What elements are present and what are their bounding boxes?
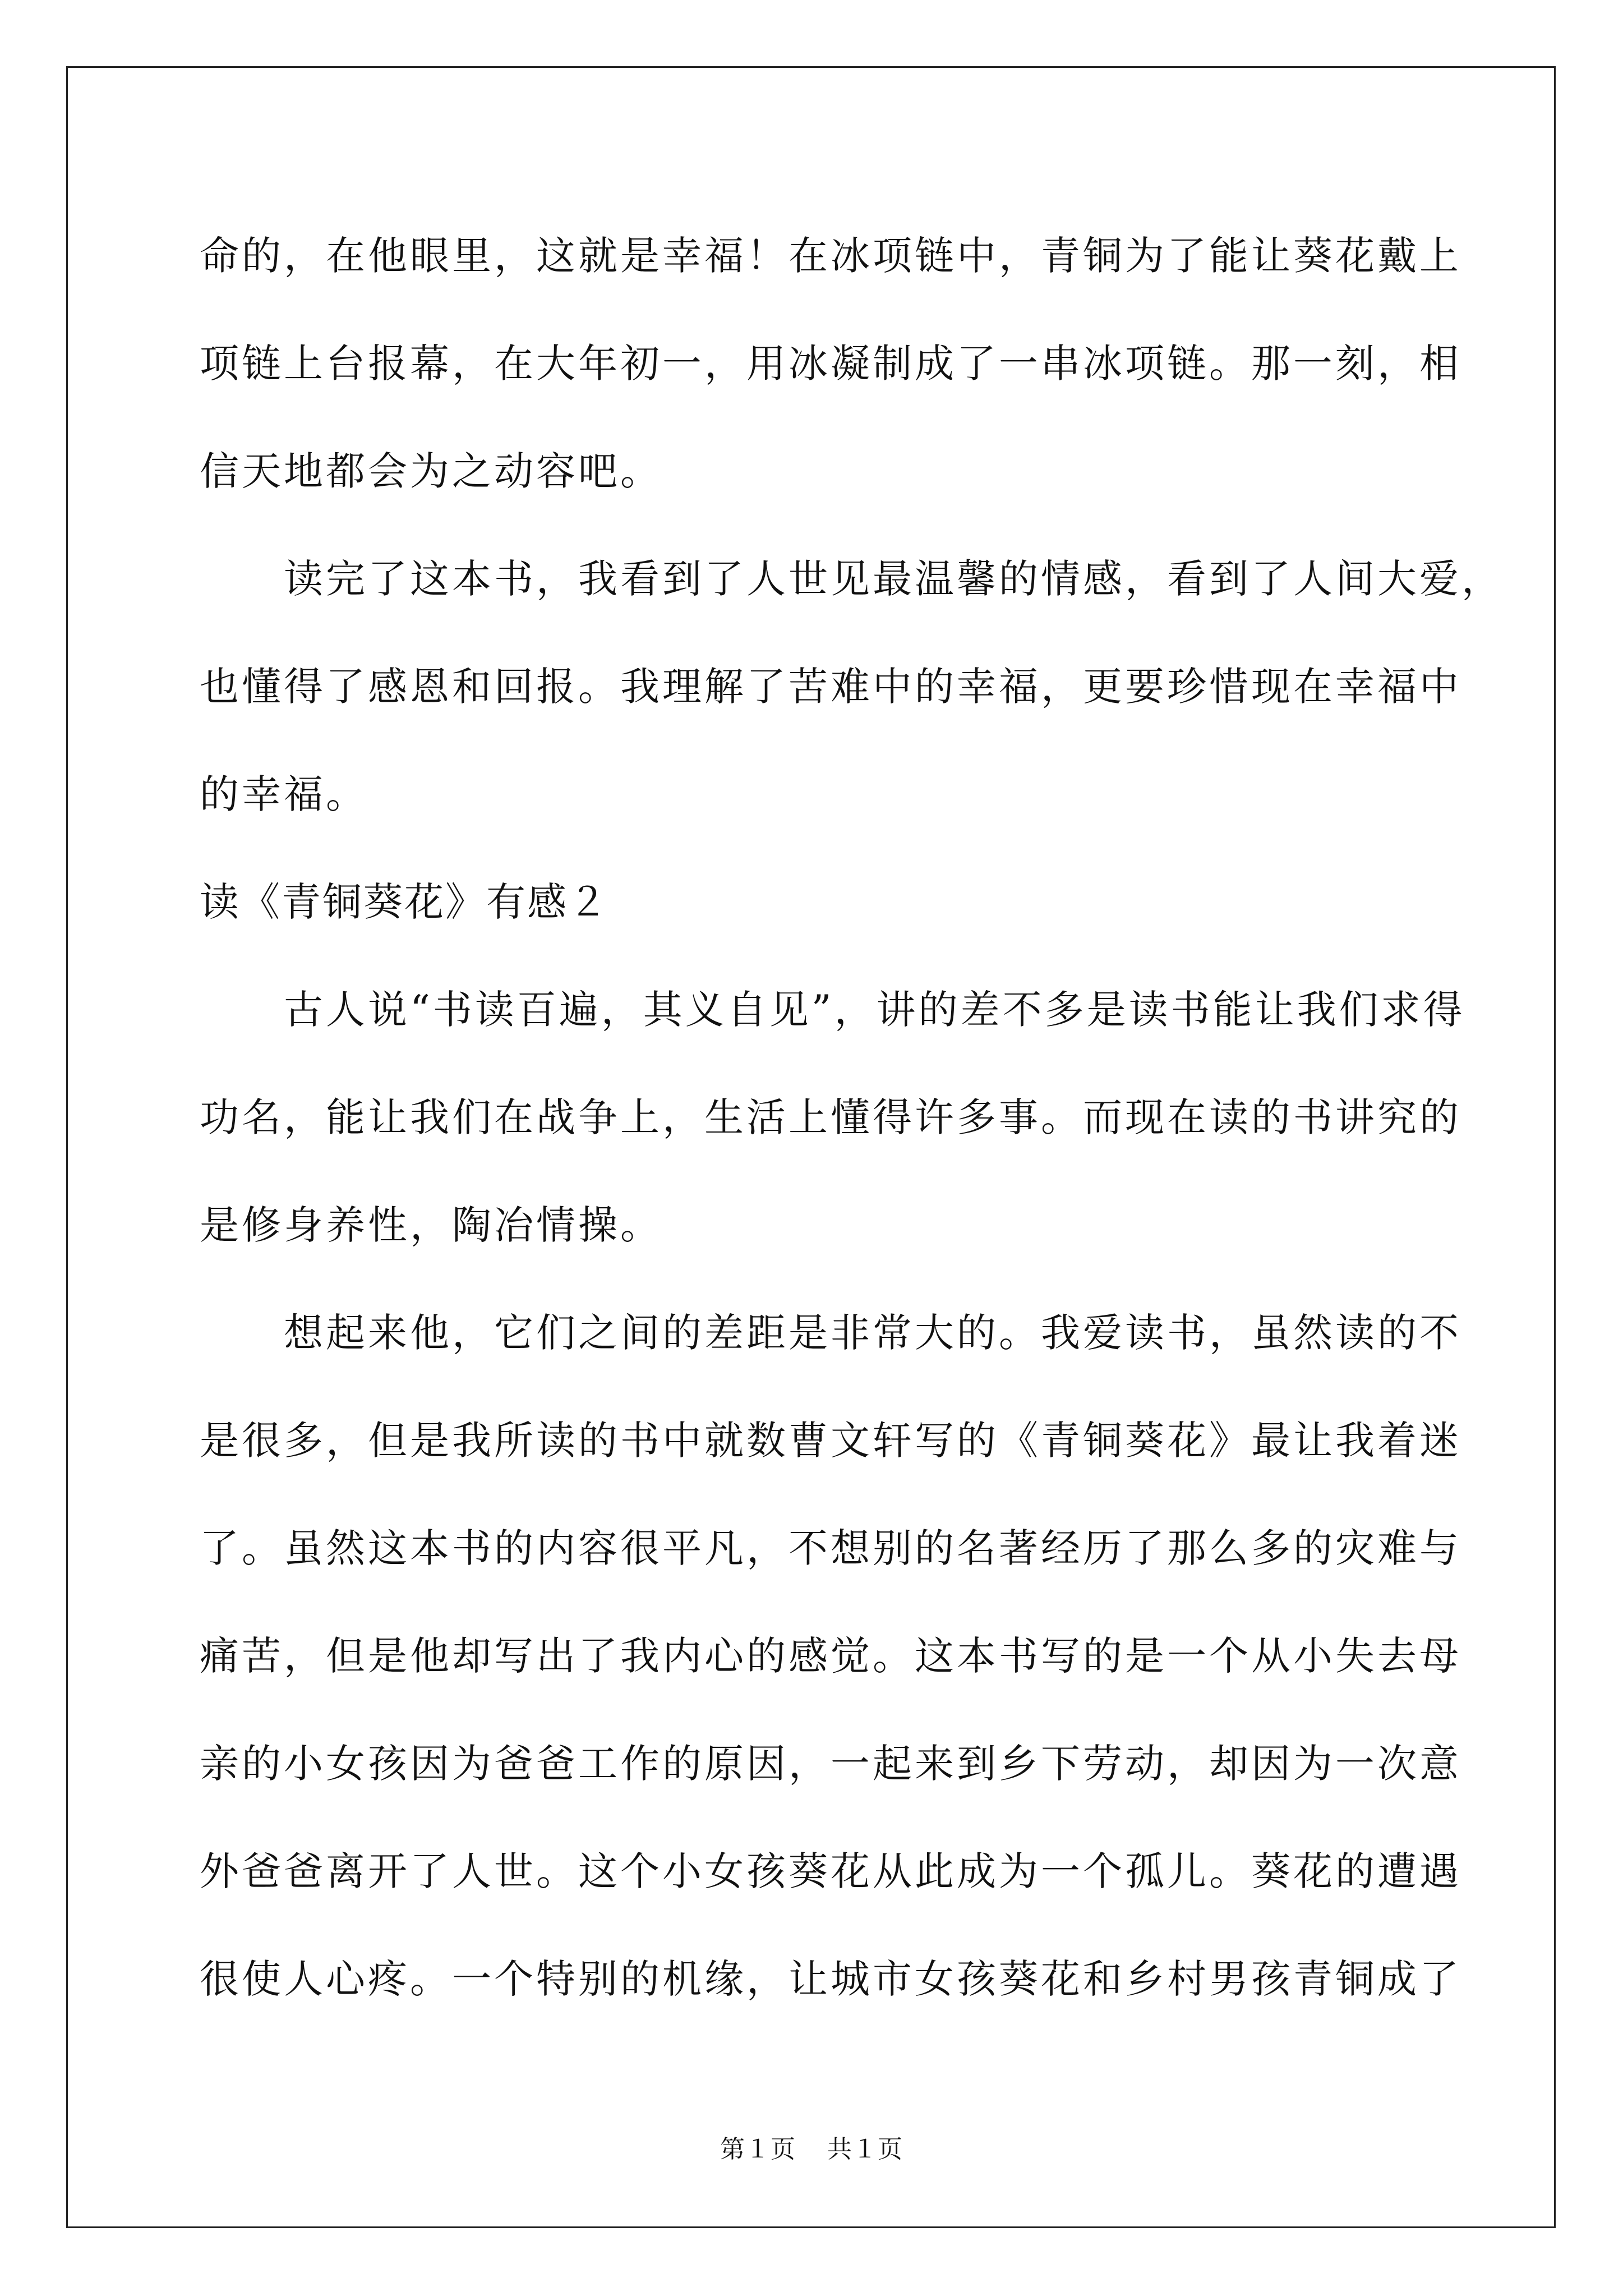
page-footer: [0, 2129, 1623, 2165]
text-line: 痛苦，但是他却写出了我内心的感觉。这本书写的是一个从小失去母: [200, 1633, 1461, 1679]
text-line: 的幸福。: [200, 771, 368, 817]
text-line: 命的，在他眼里，这就是幸福！在冰项链中，青铜为了能让葵花戴上: [200, 233, 1461, 279]
text-line: 是很多，但是我所读的书中就数曹文轩写的《青铜葵花》最让我着迷: [200, 1418, 1461, 1464]
document-body: [200, 202, 1504, 2033]
text-line: 也懂得了感恩和回报。我理解了苦难中的幸福，更要珍惜现在幸福中: [200, 664, 1461, 710]
text-line: 想起来他，它们之间的差距是非常大的。我爱读书，虽然读的不: [200, 1310, 1461, 1356]
text-line: 读完了这本书，我看到了人世见最温馨的情感，看到了人间大爱，: [200, 556, 1504, 602]
text-line: 信天地都会为之动容吧。: [200, 448, 662, 494]
text-line: 功名，能让我们在战争上，生活上懂得许多事。而现在读的书讲究的: [200, 1094, 1461, 1140]
text-line: 古人说“书读百遍，其义自见”，讲的差不多是读书能让我们求得: [200, 987, 1465, 1033]
text-line: 亲的小女孩因为爸爸工作的原因，一起来到乡下劳动，却因为一次意: [200, 1741, 1461, 1787]
section-heading: 读《青铜葵花》有感２: [200, 879, 609, 925]
text-line: 是修身养性，陶冶情操。: [200, 1202, 662, 1248]
text-line: 了。虽然这本书的内容很平凡，不想别的名著经历了那么多的灾难与: [200, 1525, 1461, 1571]
page-total: 共１页: [827, 2135, 903, 2164]
text-line: 项链上台报幕，在大年初一，用冰凝制成了一串冰项链。那一刻，相: [200, 341, 1461, 386]
page-number: 第１页: [720, 2135, 796, 2164]
text-line: 外爸爸离开了人世。这个小女孩葵花从此成为一个孤儿。葵花的遭遇: [200, 1848, 1461, 1894]
text-line: 很使人心疼。一个特别的机缘，让城市女孩葵花和乡村男孩青铜成了: [200, 1956, 1461, 2002]
